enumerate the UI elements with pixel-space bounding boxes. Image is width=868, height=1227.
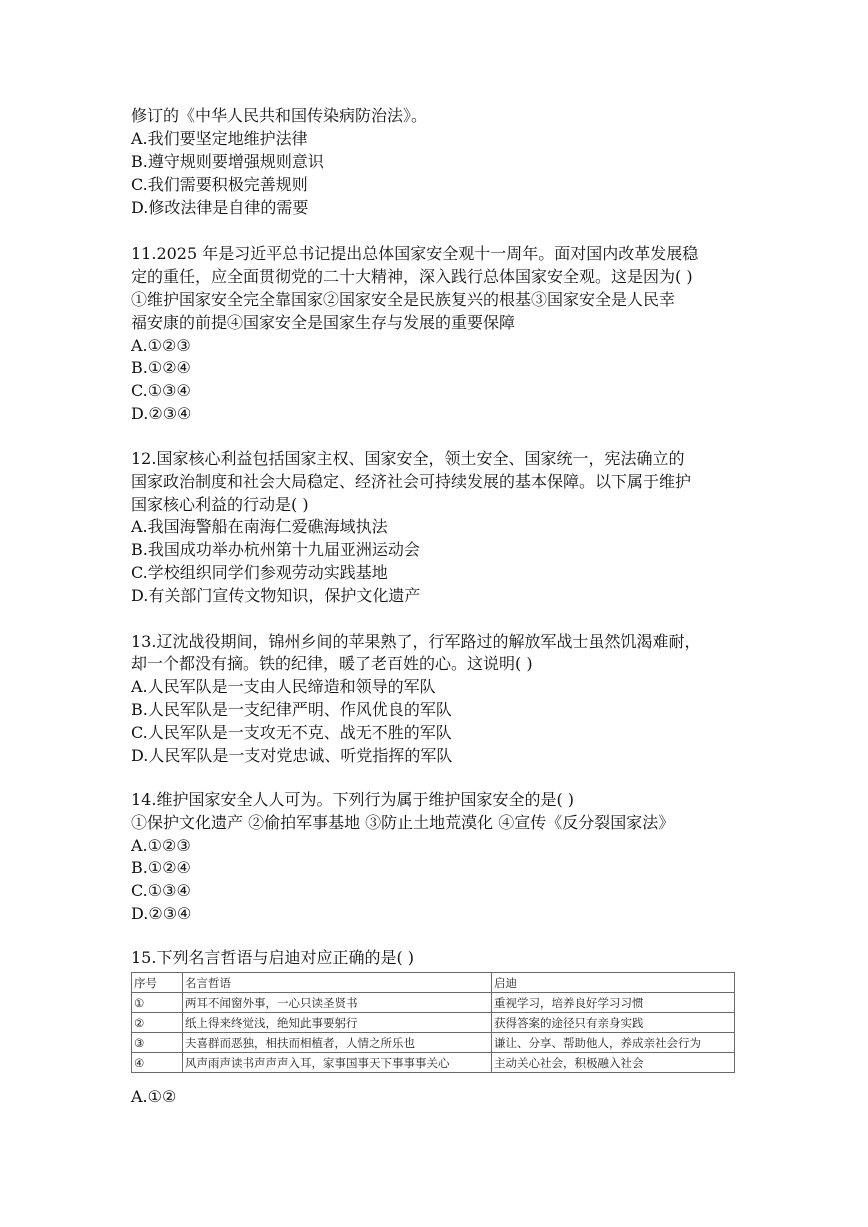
table-row <box>132 1013 735 1033</box>
q13-option-c: C.人民军队是一支攻无不克、战无不胜的军队 <box>131 723 452 742</box>
table-header-row <box>132 973 735 993</box>
q15-stem-line-1: 15.下列名言哲语与启迪对应正确的是( ) <box>131 948 415 967</box>
q12-stem-line-3: 国家核心利益的行动是( ) <box>131 495 309 514</box>
table-cell-insight: 重视学习，培养良好学习习惯 <box>492 993 735 1013</box>
q14-stem-line-2: ①保护文化遗产 ②偷拍军事基地 ③防止土地荒漠化 ④宣传《反分裂国家法》 <box>131 813 675 832</box>
q14-option-b: B.①②④ <box>131 858 191 877</box>
table-row <box>132 1053 735 1073</box>
q10-option-c: C.我们需要积极完善规则 <box>131 175 308 194</box>
table-header-insight: 启迪 <box>492 973 735 993</box>
q12-stem-line-2: 国家政治制度和社会大局稳定、经济社会可持续发展的基本保障。以下属于维护 <box>131 472 692 491</box>
table-header-quote: 名言哲语 <box>183 973 492 993</box>
q12-stem-line-1: 12.国家核心利益包括国家主权、国家安全，领土安全、国家统一，宪法确立的 <box>131 449 685 468</box>
q10-option-b: B.遵守规则要增强规则意识 <box>131 152 324 171</box>
table-cell-index: ② <box>132 1013 183 1033</box>
q13-option-b: B.人民军队是一支纪律严明、作风优良的军队 <box>131 700 452 719</box>
q11-stem-line-4: 福安康的前提④国家安全是国家生存与发展的重要保障 <box>131 313 516 332</box>
table-cell-quote: 夫喜群而恶独，相扶而相植者，人情之所乐也 <box>183 1033 492 1053</box>
q12-option-c: C.学校组织同学们参观劳动实践基地 <box>131 563 388 582</box>
table-cell-quote: 纸上得来终觉浅，绝知此事要躬行 <box>183 1013 492 1033</box>
q14-option-d: D.②③④ <box>131 904 192 923</box>
q13-option-a: A.人民军队是一支由人民缔造和领导的军队 <box>131 677 436 696</box>
q13-stem-line-2: 却一个都没有摘。铁的纪律，暖了老百姓的心。这说明( ) <box>131 654 533 673</box>
q10-option-d: D.修改法律是自律的需要 <box>131 198 309 217</box>
q15-quote-table <box>131 972 735 1073</box>
table-header-index: 序号 <box>132 973 183 993</box>
q11-option-d: D.②③④ <box>131 404 192 423</box>
q10-option-a: A.我们要坚定地维护法律 <box>131 129 308 148</box>
table-cell-index: ④ <box>132 1053 183 1073</box>
q11-stem-line-3: ①维护国家安全完全靠国家②国家安全是民族复兴的根基③国家安全是人民幸 <box>131 290 676 309</box>
q11-stem-line-2: 定的重任，应全面贯彻党的二十大精神，深入践行总体国家安全观。这是因为( ) <box>131 267 693 286</box>
q15-option-a: A.①② <box>131 1087 177 1106</box>
table-cell-quote: 两耳不闻窗外事，一心只读圣贤书 <box>183 993 492 1013</box>
q12-option-d: D.有关部门宣传文物知识，保护文化遗产 <box>131 586 421 605</box>
q13-stem-line-1: 13.辽沈战役期间，锦州乡间的苹果熟了，行军路过的解放军战士虽然饥渴难耐， <box>131 632 701 651</box>
table-cell-quote: 风声雨声读书声声声入耳，家事国事天下事事事关心 <box>183 1053 492 1073</box>
table-cell-index: ① <box>132 993 183 1013</box>
q12-option-b: B.我国成功举办杭州第十九届亚洲运动会 <box>131 540 420 559</box>
table-row <box>132 1033 735 1053</box>
q14-stem-line-1: 14.维护国家安全人人可为。下列行为属于维护国家安全的是( ) <box>131 790 575 809</box>
q11-option-b: B.①②④ <box>131 358 191 377</box>
table-cell-index: ③ <box>132 1033 183 1053</box>
question-10-stem-tail: 修订的《中华人民共和国传染病防治法》。 <box>131 106 428 125</box>
q12-option-a: A.我国海警船在南海仁爱礁海域执法 <box>131 517 388 536</box>
table-cell-insight: 主动关心社会，积极融入社会 <box>492 1053 735 1073</box>
q11-option-c: C.①③④ <box>131 381 191 400</box>
q11-stem-line-1: 11.2025 年是习近平总书记提出总体国家安全观十一周年。面对国内改革发展稳 <box>131 244 699 263</box>
table-cell-insight: 谦让、分享、帮助他人，养成亲社会行为 <box>492 1033 735 1053</box>
q13-option-d: D.人民军队是一支对党忠诚、听党指挥的军队 <box>131 746 453 765</box>
table-row <box>132 993 735 1013</box>
q11-option-a: A.①②③ <box>131 336 191 355</box>
table-cell-insight: 获得答案的途径只有亲身实践 <box>492 1013 735 1033</box>
q14-option-a: A.①②③ <box>131 836 191 855</box>
q14-option-c: C.①③④ <box>131 881 191 900</box>
